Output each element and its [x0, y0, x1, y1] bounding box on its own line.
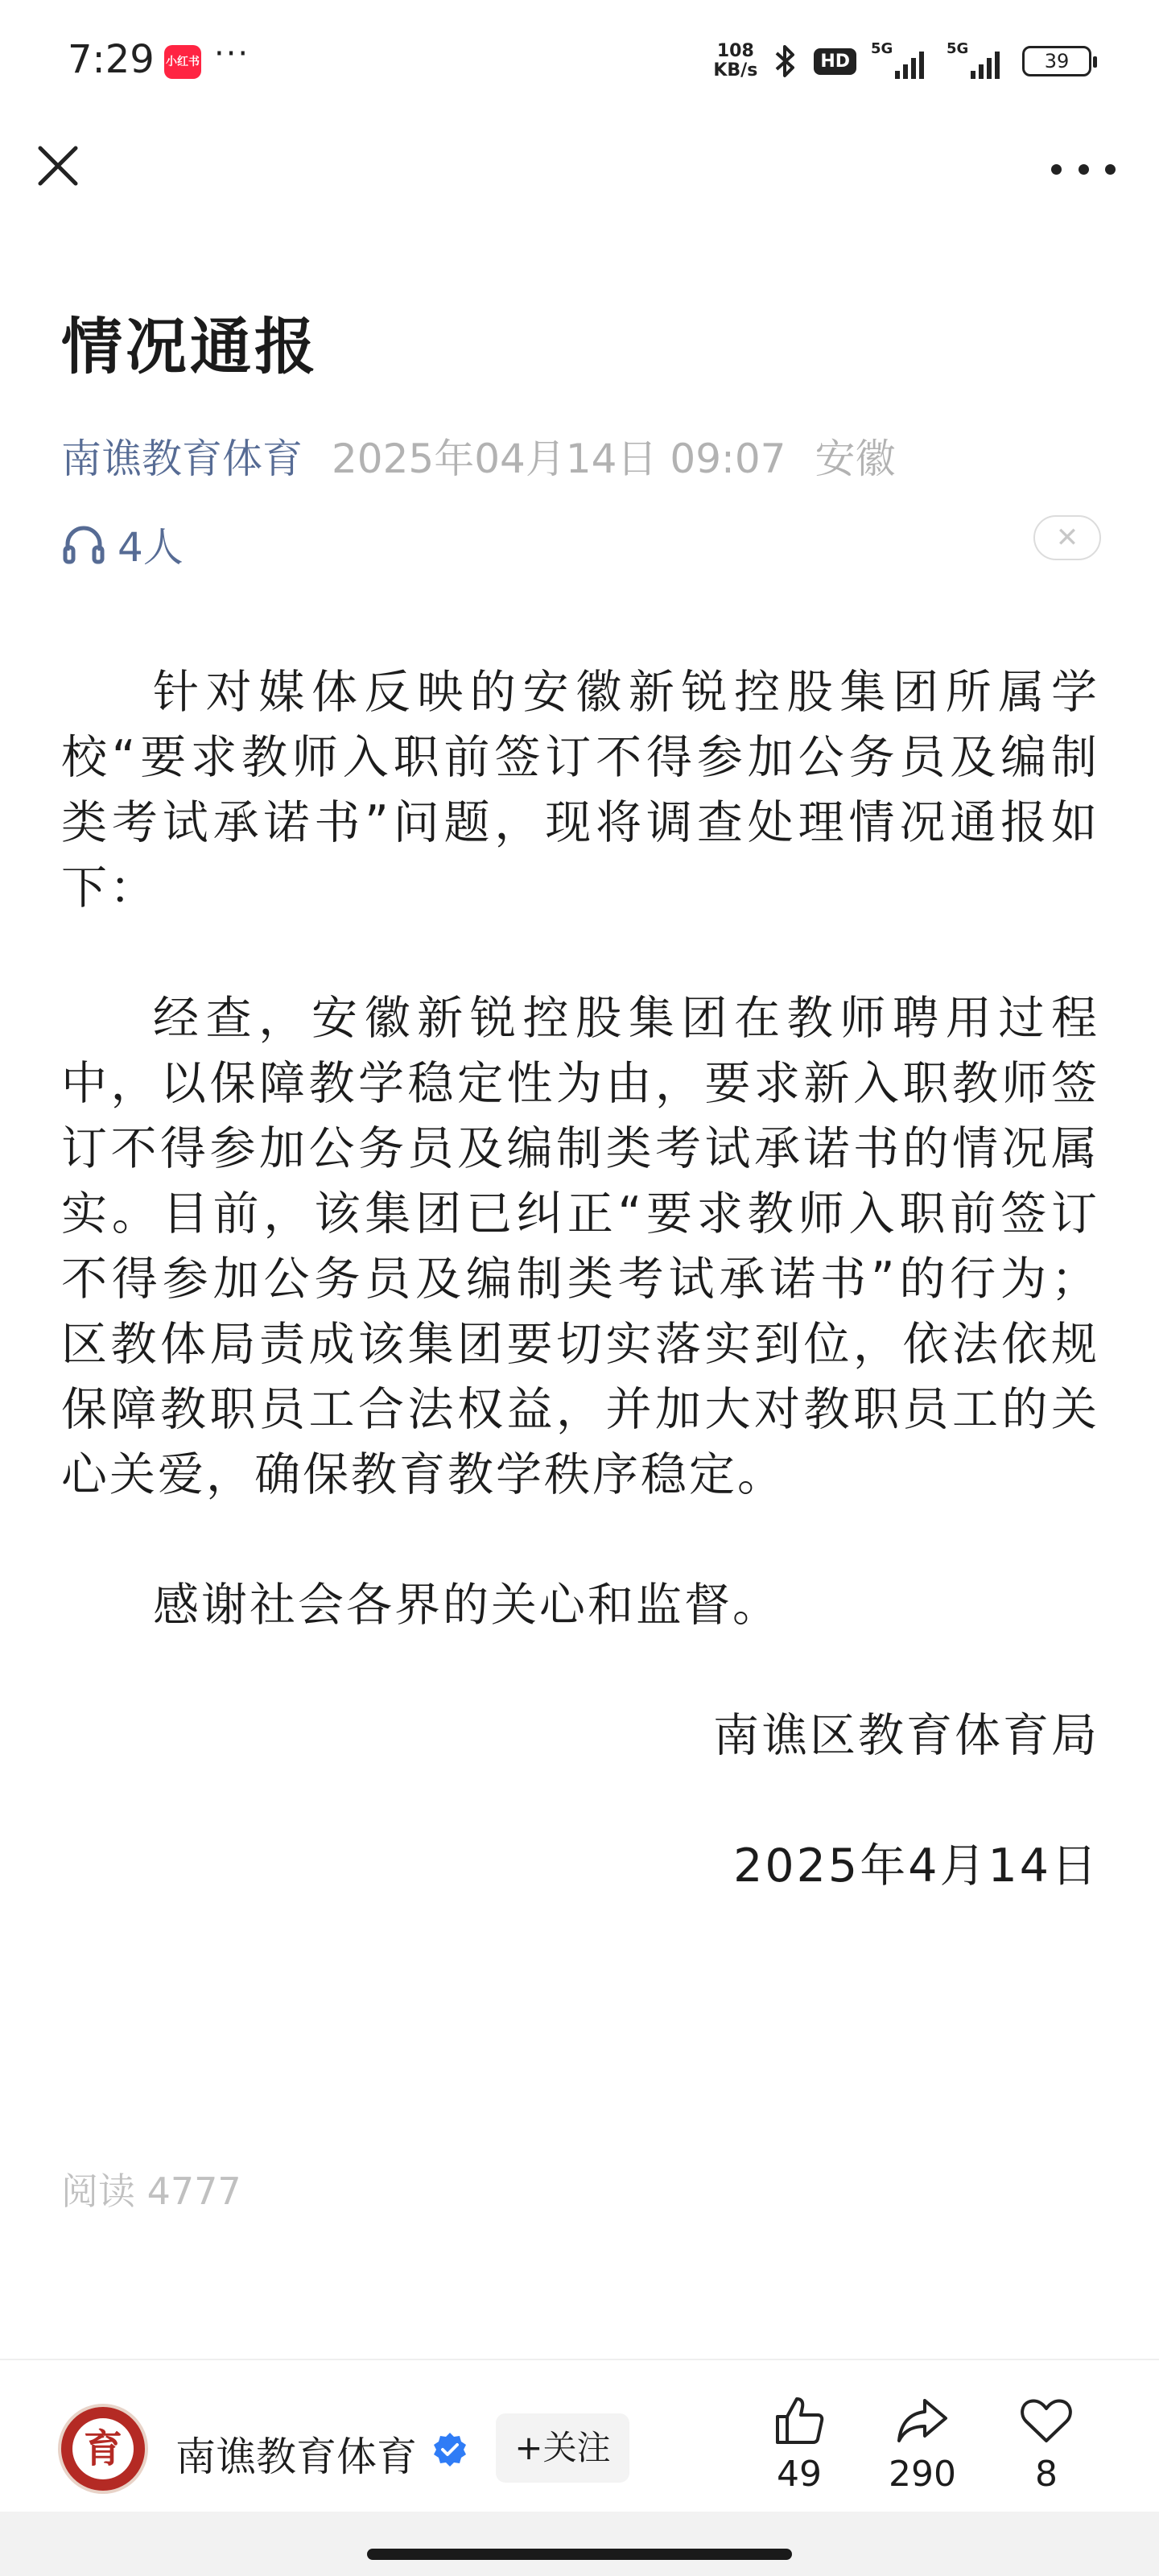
- follow-button[interactable]: +关注: [496, 2413, 629, 2483]
- signal-sim2-icon: [947, 40, 1008, 79]
- article-paragraph: 感谢社会各界的关心和监督。: [153, 1579, 781, 1632]
- listener-count: 4人: [118, 524, 184, 571]
- article-body: [61, 660, 1099, 1899]
- avatar-emblem: 育: [72, 2418, 134, 2479]
- status-more-indicator: ···: [214, 35, 250, 72]
- article-signature: 南谯区教育体育局: [713, 1709, 1099, 1762]
- author-link[interactable]: 南谯教育体育: [61, 436, 303, 482]
- more-dot: [1105, 164, 1116, 175]
- sim1-label: 5G: [871, 40, 893, 57]
- thumbs-up-icon: [771, 2392, 827, 2449]
- xiaohongshu-app-icon: 小红书: [164, 45, 201, 79]
- close-icon: [34, 142, 82, 190]
- listen-close-button[interactable]: ✕: [1033, 515, 1101, 560]
- share-count: 290: [889, 2454, 956, 2495]
- read-count: 阅读 4777: [61, 2169, 241, 2213]
- favorite-button[interactable]: [998, 2392, 1095, 2495]
- article-sign-date: 2025年4月14日: [733, 1839, 1099, 1893]
- bottom-action-bar: [0, 2359, 1159, 2513]
- hd-voice-icon: HD: [814, 48, 856, 75]
- heart-icon: [1018, 2392, 1074, 2449]
- status-right-cluster: [713, 39, 1091, 84]
- verified-badge-icon: [431, 2431, 468, 2468]
- share-button[interactable]: [874, 2392, 971, 2495]
- article-paragraph: 经查，安徽新锐控股集团在教师聘用过程中，以保障教学稳定性为由，要求新入职教师签订不得参加公务员及编制类考试承诺书的情况属实。目前，该集团已纠正“要求教师入职前签订不得参加公务员及编制类考试承诺书”的行为；区教体局责成该集团要切实落实到位，依法依规保障教职员工合法权益，并加大对教职员工的关心关爱，确保教育教学秩序稳定。: [61, 992, 1099, 1501]
- status-bar: [0, 0, 1159, 121]
- article-meta: [61, 427, 895, 485]
- listen-bar[interactable]: [61, 515, 184, 573]
- more-dot: [1051, 164, 1062, 175]
- sim2-label: 5G: [947, 40, 969, 57]
- like-button[interactable]: [751, 2392, 848, 2495]
- network-speed: [713, 42, 757, 80]
- article-paragraph: 针对媒体反映的安徽新锐控股集团所属学校“要求教师入职前签订不得参加公务员及编制类考试承诺书”问题，现将调查处理情况通报如下：: [61, 666, 1099, 914]
- close-button[interactable]: [34, 142, 82, 190]
- publish-location: 安徽: [815, 436, 896, 482]
- publish-date: 2025年04月14日 09:07: [332, 436, 786, 482]
- network-speed-value: 108: [716, 41, 754, 61]
- avatar[interactable]: [58, 2404, 148, 2494]
- account-name[interactable]: 南谯教育体育: [175, 2434, 417, 2480]
- signal-sim1-icon: [871, 40, 932, 79]
- status-time: 7:29: [68, 37, 155, 82]
- battery-icon: 39: [1022, 46, 1091, 76]
- system-nav-area: [0, 2512, 1159, 2576]
- home-indicator[interactable]: [367, 2549, 792, 2560]
- more-dot: [1079, 164, 1089, 175]
- bluetooth-icon: [772, 43, 799, 79]
- network-speed-unit: KB/s: [713, 60, 758, 80]
- more-options-button[interactable]: [1051, 153, 1116, 185]
- like-count: 49: [777, 2454, 822, 2495]
- article-title: 情况通报: [61, 311, 319, 382]
- favorite-count: 8: [1035, 2454, 1058, 2495]
- share-arrow-icon: [894, 2392, 951, 2449]
- headphones-icon: [61, 523, 106, 565]
